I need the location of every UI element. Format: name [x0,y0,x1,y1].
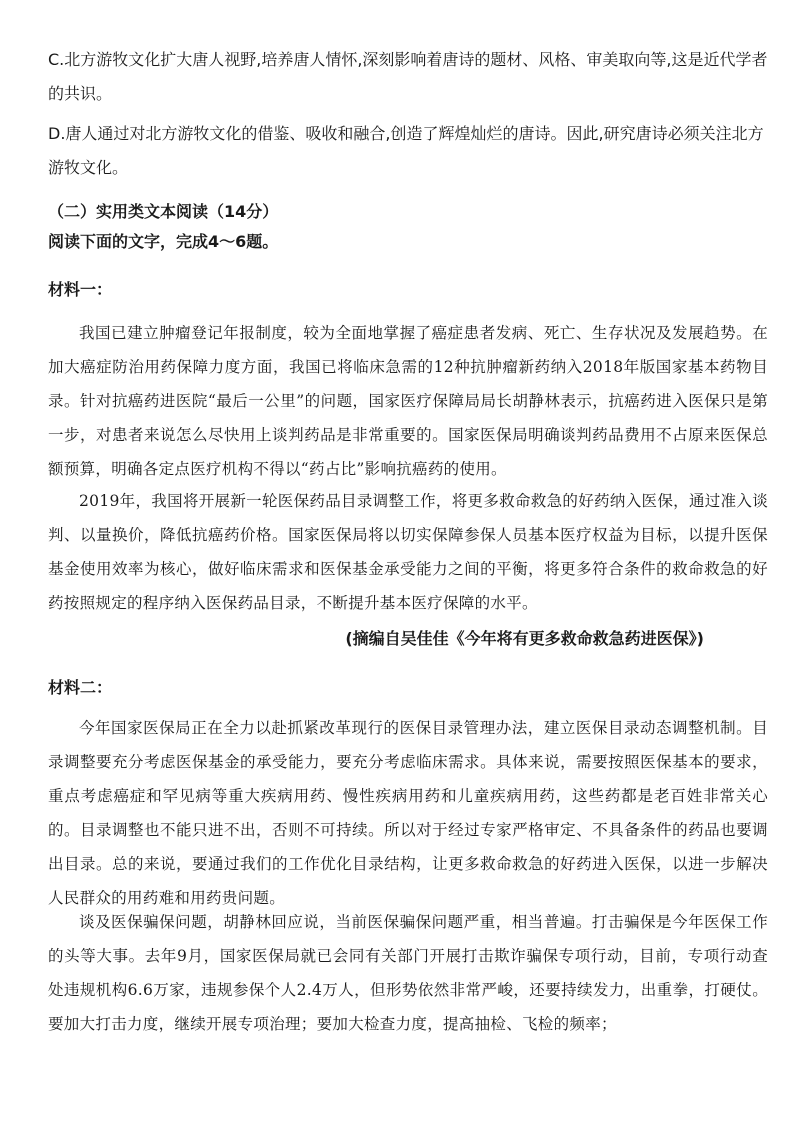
material-one-label: 材料一： [48,280,113,299]
instruction: 阅读下面的文字，完成4～6题。 [48,232,279,251]
material-one-paragraph: 我国已建立肿瘤登记年报制度，较为全面地掌握了癌症患者发病、死亡、生存状况及发展趋势。在加大癌症防治用药保障力度方面，我国已将临床急需的12种抗肿瘤新药纳入2018年版国家基本药物目录。针对抗癌药进医院“最后一公里”的问题，国家医疗保障局局长胡静林表示，抗癌药进入医保只是第一步，对患者来说怎么尽快用上谈判药品是非常重要的。国家医保局明确谈判药品费用不占原来医保总额预算，明确各定点医疗机构不得以“药占比”影响抗癌药的使用。 [48,324,768,478]
material-two-label: 材料二： [48,678,113,697]
material-two-paragraph: 谈及医保骗保问题，胡静林回应说，当前医保骗保问题严重，相当普遍。打击骗保是今年医保工作的头等大事。去年9月，国家医保局就已会同有关部门开展打击欺诈骗保专项行动，目前，专项行动查处违规机构6.6万家，违规参保个人2.4万人，但形势依然非常严峻，还要持续发力，出重拳，打硬仗。要加大打击力度，继续开展专项治理；要加大检查力度，提高抽检、飞检的频率； [48,913,768,1033]
material-one-paragraph: 2019年，我国将开展新一轮医保药品目录调整工作，将更多救命救急的好药纳入医保，通过准入谈判、以量换价，降低抗癌药价格。国家医保局将以切实保障参保人员基本医疗权益为目标，以提升医保基金使用效率为核心，做好临床需求和医保基金承受能力之间的平衡，将更多符合条件的救命救急的好药按照规定的程序纳入医保药品目录，不断提升基本医疗保障的水平。 [48,492,768,612]
material-two-paragraph: 今年国家医保局正在全力以赴抓紧改革现行的医保目录管理办法，建立医保目录动态调整机制。目录调整要充分考虑医保基金的承受能力，要充分考虑临床需求。具体来说，需要按照医保基本的要求，重点考虑癌症和罕见病等重大疾病用药、慢性疾病用药和儿童疾病用药，这些药都是老百姓非常关心的。目录调整也不能只进不出，否则不可持续。所以对于经过专家严格审定、不具备条件的药品也要调出目录。总的来说，要通过我们的工作优化目录结构，让更多救命救急的好药进入医保，以进一步解决人民群众的用药难和用药贵问题。 [48,719,768,907]
material-one-source: (摘编自吴佳佳《今年将有更多救命救急药进医保》) [345,629,704,648]
option-c: C.北方游牧文化扩大唐人视野,培养唐人情怀,深刻影响着唐诗的题材、风格、审美取向等,这是近代学者的共识。 [48,50,768,103]
option-d: D.唐人通过对北方游牧文化的借鉴、吸收和融合,创造了辉煌灿烂的唐诗。因此,研究唐诗必须关注北方游牧文化。 [48,124,764,177]
section-title: （二）实用类文本阅读（14分） [48,202,279,221]
